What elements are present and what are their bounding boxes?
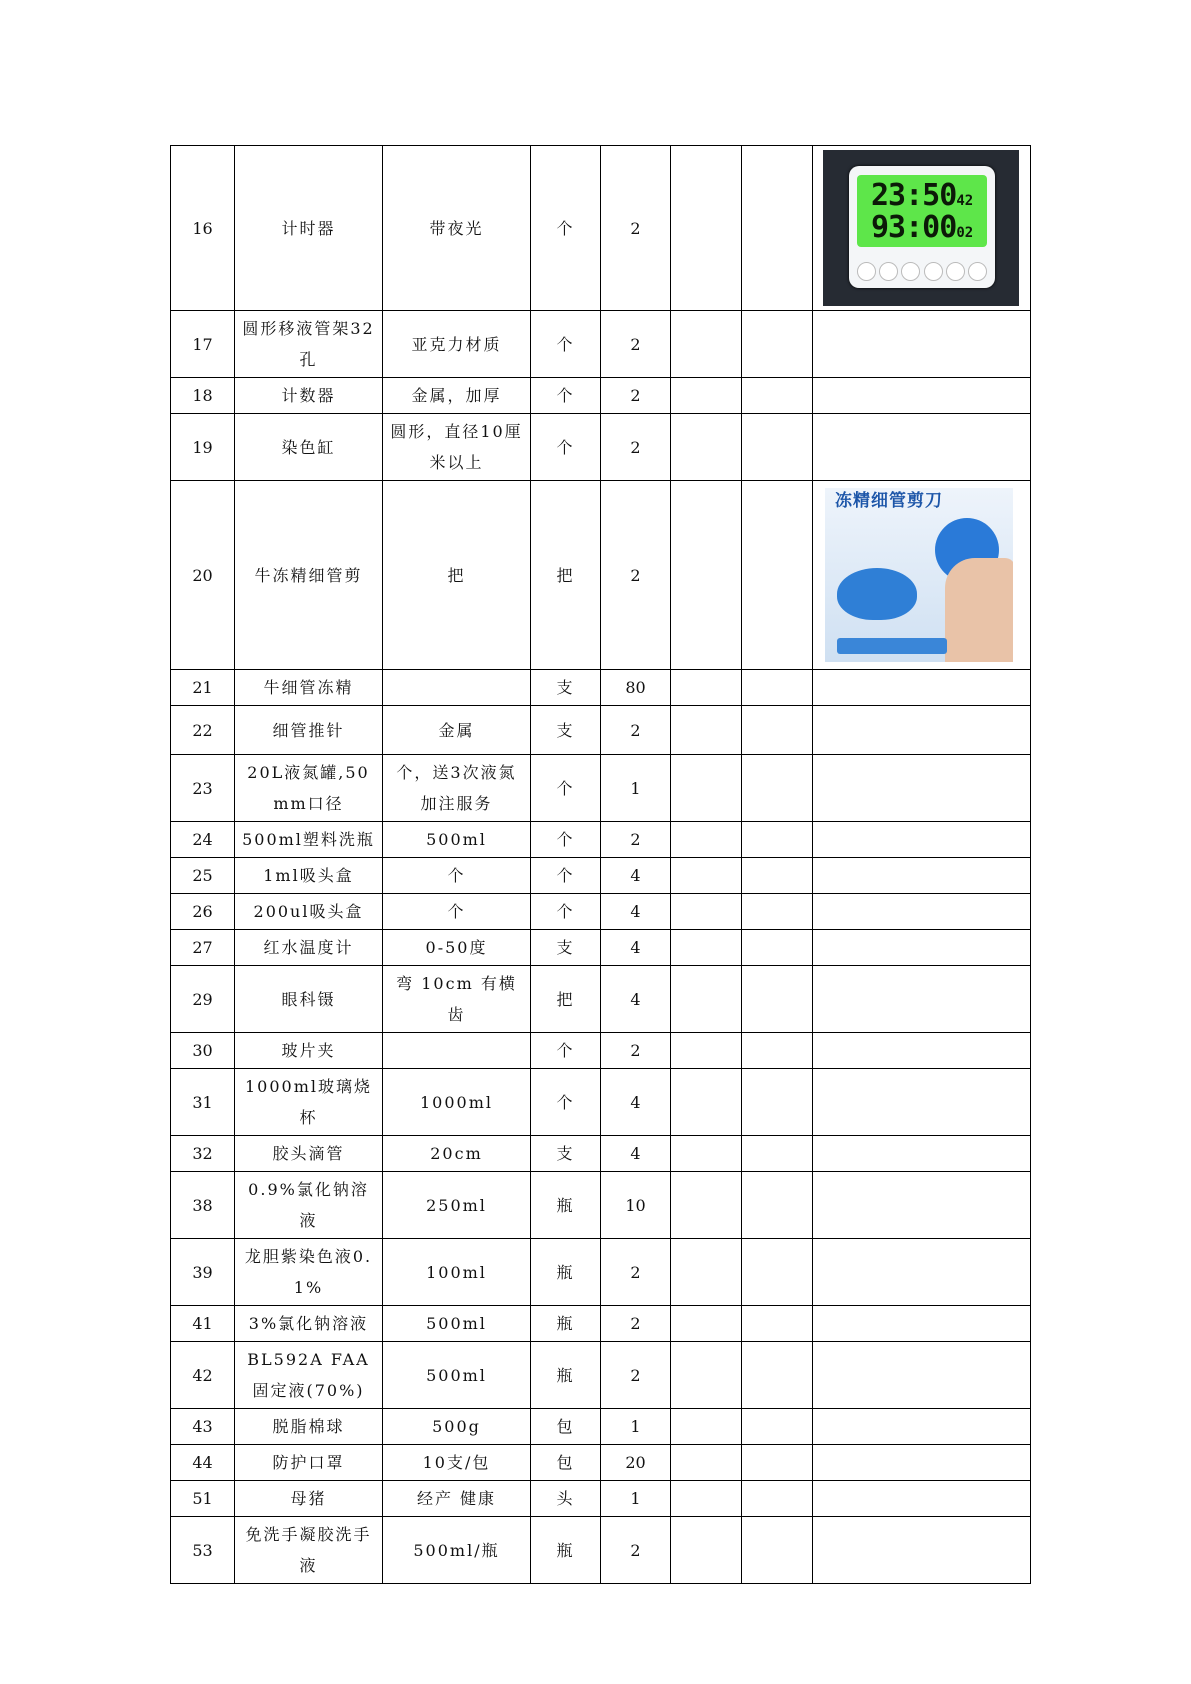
cell-unit: 个 [531,1033,601,1069]
cell-unit: 包 [531,1409,601,1445]
cell-no: 19 [171,414,235,481]
table-row [171,858,1031,894]
cell-empty [742,822,813,858]
cell-empty [671,1481,742,1517]
cell-no: 51 [171,1481,235,1517]
cell-spec: 500g [383,1409,531,1445]
cell-spec: 10支/包 [383,1445,531,1481]
cell-name: 20L液氮罐,50mm口径 [235,755,383,822]
cell-name: 免洗手凝胶洗手液 [235,1517,383,1584]
cell-name: 1000ml玻璃烧杯 [235,1069,383,1136]
cell-qty: 1 [601,1481,671,1517]
table-row [171,1033,1031,1069]
cell-empty [671,1409,742,1445]
cell-unit: 个 [531,1069,601,1136]
cell-image [813,706,1031,755]
scissors-photo [825,488,1013,662]
cell-unit: 瓶 [531,1239,601,1306]
cell-no: 29 [171,966,235,1033]
cell-spec: 带夜光 [383,146,531,311]
cell-spec: 1000ml [383,1069,531,1136]
table-row [171,1517,1031,1584]
cell-qty: 2 [601,1306,671,1342]
cell-unit: 支 [531,706,601,755]
cell-no: 27 [171,930,235,966]
cell-name: 牛冻精细管剪 [235,481,383,670]
cell-empty [742,1069,813,1136]
cell-qty: 1 [601,1409,671,1445]
cell-image [813,1172,1031,1239]
cell-image [813,414,1031,481]
cell-unit: 个 [531,822,601,858]
cell-empty [671,1239,742,1306]
cell-unit: 个 [531,414,601,481]
cell-no: 23 [171,755,235,822]
cell-name: 胶头滴管 [235,1136,383,1172]
cell-empty [742,1409,813,1445]
cell-qty: 80 [601,670,671,706]
cell-unit: 个 [531,858,601,894]
cell-image [813,858,1031,894]
cell-name: 500ml塑料洗瓶 [235,822,383,858]
cell-spec: 弯 10cm 有横齿 [383,966,531,1033]
timer-lcd [857,175,987,247]
cell-spec: 250ml [383,1172,531,1239]
cell-no: 32 [171,1136,235,1172]
cell-qty: 2 [601,414,671,481]
cell-empty [742,1239,813,1306]
cell-empty [671,311,742,378]
cell-no: 16 [171,146,235,311]
cell-empty [671,670,742,706]
cell-unit: 瓶 [531,1172,601,1239]
table-row [171,1342,1031,1409]
cell-empty [742,1517,813,1584]
cell-unit: 把 [531,481,601,670]
cell-name: 计数器 [235,378,383,414]
cell-image [813,146,1031,311]
cell-image [813,1239,1031,1306]
cell-empty [671,1033,742,1069]
cell-spec: 个 [383,894,531,930]
cell-empty [671,755,742,822]
cell-qty: 2 [601,822,671,858]
cell-no: 44 [171,1445,235,1481]
cell-unit: 个 [531,146,601,311]
cell-empty [742,1172,813,1239]
cell-name: 1ml吸头盒 [235,858,383,894]
timer-device [849,166,995,288]
cell-empty [742,1136,813,1172]
table-row [171,146,1031,311]
cell-empty [742,858,813,894]
cell-no: 24 [171,822,235,858]
cell-name: 脱脂棉球 [235,1409,383,1445]
cell-qty: 2 [601,1239,671,1306]
cell-name: 圆形移液管架32孔 [235,311,383,378]
cell-image [813,311,1031,378]
cell-empty [742,378,813,414]
cell-image [813,822,1031,858]
cell-empty [742,311,813,378]
cell-qty: 2 [601,311,671,378]
table-row [171,1481,1031,1517]
table-row [171,1306,1031,1342]
cell-empty [742,414,813,481]
table-row [171,481,1031,670]
cell-image [813,1445,1031,1481]
cell-empty [742,1306,813,1342]
cell-image [813,1136,1031,1172]
cell-empty [742,1342,813,1409]
cell-spec: 亚克力材质 [383,311,531,378]
cell-qty: 4 [601,1136,671,1172]
table-row [171,670,1031,706]
cell-qty: 2 [601,706,671,755]
cell-no: 31 [171,1069,235,1136]
table-row [171,311,1031,378]
cell-image [813,378,1031,414]
cell-empty [671,414,742,481]
cell-qty: 2 [601,378,671,414]
cell-spec: 500ml [383,1306,531,1342]
hand-image [945,558,1013,662]
cell-unit: 支 [531,670,601,706]
timer-main-seconds: 42 [956,193,974,209]
timer-photo [823,150,1019,306]
cell-unit: 包 [531,1445,601,1481]
cell-no: 21 [171,670,235,706]
cell-no: 43 [171,1409,235,1445]
cell-image [813,1409,1031,1445]
scissors-tool-closeup [837,568,917,620]
table-row [171,378,1031,414]
cell-empty [671,1342,742,1409]
table-row [171,930,1031,966]
cell-spec: 把 [383,481,531,670]
cell-empty [742,670,813,706]
table-row [171,414,1031,481]
cell-no: 26 [171,894,235,930]
cell-spec [383,670,531,706]
table-row [171,1136,1031,1172]
cell-spec: 个 [383,858,531,894]
table-body [171,146,1031,1584]
cell-empty [742,894,813,930]
cell-no: 42 [171,1342,235,1409]
timer-button [857,262,876,281]
cell-qty: 10 [601,1172,671,1239]
cell-empty [671,930,742,966]
cell-empty [742,481,813,670]
cell-qty: 4 [601,1069,671,1136]
cell-spec: 500ml [383,1342,531,1409]
cell-empty [742,146,813,311]
timer-sub-time: 93:00 [871,210,957,245]
cell-qty: 2 [601,1342,671,1409]
cell-spec: 500ml [383,822,531,858]
cell-name: 防护口罩 [235,1445,383,1481]
cell-no: 30 [171,1033,235,1069]
cell-image [813,670,1031,706]
cell-image [813,1306,1031,1342]
cell-name: 玻片夹 [235,1033,383,1069]
cell-spec: 20cm [383,1136,531,1172]
cell-empty [742,1445,813,1481]
cell-unit: 瓶 [531,1342,601,1409]
table-row [171,822,1031,858]
cell-spec [383,1033,531,1069]
cell-unit: 支 [531,930,601,966]
cell-unit: 把 [531,966,601,1033]
cell-name: 3%氯化钠溶液 [235,1306,383,1342]
table-row [171,1069,1031,1136]
cell-no: 41 [171,1306,235,1342]
cell-empty [671,1517,742,1584]
cell-qty: 2 [601,1033,671,1069]
table-row [171,755,1031,822]
table-row [171,706,1031,755]
cell-empty [671,822,742,858]
cell-empty [671,146,742,311]
cell-empty [671,1136,742,1172]
cell-image [813,1069,1031,1136]
cell-name: 细管推针 [235,706,383,755]
cell-empty [742,755,813,822]
cell-empty [742,1481,813,1517]
table-row [171,966,1031,1033]
cell-spec: 个，送3次液氮加注服务 [383,755,531,822]
cell-qty: 20 [601,1445,671,1481]
cell-qty: 4 [601,858,671,894]
cell-name: BL592A FAA固定液(70%) [235,1342,383,1409]
cell-spec: 经产 健康 [383,1481,531,1517]
cell-image [813,1342,1031,1409]
cell-qty: 2 [601,146,671,311]
cell-spec: 500ml/瓶 [383,1517,531,1584]
timer-sub-seconds: 02 [956,225,974,241]
cell-name: 染色缸 [235,414,383,481]
cell-name: 牛细管冻精 [235,670,383,706]
cell-image [813,894,1031,930]
cell-empty [671,858,742,894]
timer-button [879,262,898,281]
cell-unit: 瓶 [531,1517,601,1584]
cell-spec: 金属 [383,706,531,755]
cell-spec: 圆形，直径10厘米以上 [383,414,531,481]
cell-name: 母猪 [235,1481,383,1517]
cell-no: 20 [171,481,235,670]
cell-image [813,755,1031,822]
cell-no: 39 [171,1239,235,1306]
cell-empty [671,1306,742,1342]
table-row [171,1409,1031,1445]
timer-buttons [857,262,987,280]
cell-image [813,966,1031,1033]
cell-unit: 支 [531,1136,601,1172]
equipment-table [170,145,1031,1584]
cell-no: 53 [171,1517,235,1584]
cell-name: 200ul吸头盒 [235,894,383,930]
cell-empty [671,1172,742,1239]
cell-image [813,481,1031,670]
cell-qty: 4 [601,966,671,1033]
cell-unit: 头 [531,1481,601,1517]
cell-spec: 金属，加厚 [383,378,531,414]
scissors-photo-title: 冻精细管剪刀 [835,491,943,511]
cell-empty [742,966,813,1033]
cell-empty [742,1033,813,1069]
cell-unit: 个 [531,755,601,822]
cell-empty [671,1445,742,1481]
cell-image [813,930,1031,966]
cell-image [813,1481,1031,1517]
cell-empty [671,706,742,755]
cell-unit: 个 [531,894,601,930]
cell-qty: 2 [601,481,671,670]
cell-empty [671,378,742,414]
cell-name: 龙胆紫染色液0.1% [235,1239,383,1306]
cell-spec: 0-50度 [383,930,531,966]
cell-empty [671,966,742,1033]
cell-no: 18 [171,378,235,414]
cell-no: 17 [171,311,235,378]
cell-no: 38 [171,1172,235,1239]
cell-qty: 4 [601,930,671,966]
timer-button [946,262,965,281]
cell-name: 眼科镊 [235,966,383,1033]
cell-name: 计时器 [235,146,383,311]
cell-qty: 2 [601,1517,671,1584]
cell-empty [742,930,813,966]
cell-unit: 个 [531,311,601,378]
cell-qty: 4 [601,894,671,930]
table-row [171,894,1031,930]
timer-button [901,262,920,281]
cell-image [813,1517,1031,1584]
caption-strip [837,638,947,654]
timer-power-icon [968,262,987,281]
cell-no: 22 [171,706,235,755]
cell-no: 25 [171,858,235,894]
cell-image [813,1033,1031,1069]
table-row [171,1445,1031,1481]
cell-name: 0.9%氯化钠溶液 [235,1172,383,1239]
table-row [171,1239,1031,1306]
cell-unit: 瓶 [531,1306,601,1342]
cell-empty [742,706,813,755]
table-row [171,1172,1031,1239]
cell-qty: 1 [601,755,671,822]
cell-name: 红水温度计 [235,930,383,966]
timer-button [924,262,943,281]
cell-empty [671,1069,742,1136]
cell-empty [671,894,742,930]
cell-empty [671,481,742,670]
cell-spec: 100ml [383,1239,531,1306]
cell-unit: 个 [531,378,601,414]
timer-main-time: 23:50 [871,178,957,213]
